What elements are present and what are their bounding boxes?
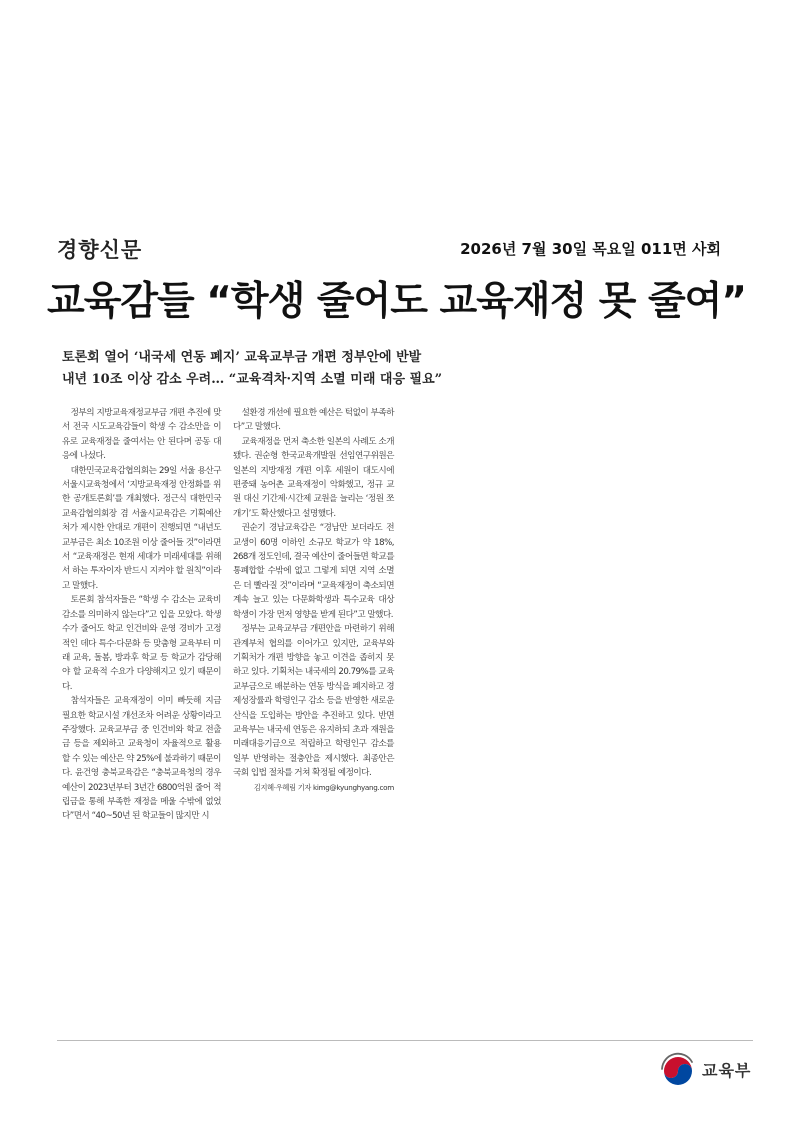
article-column-1	[62, 406, 221, 824]
article-paragraph: 정부의 지방교육재정교부금 개편 추진에 맞서 전국 시도교육감들이 학생 수 감소만을 이유로 교육재정을 줄여서는 안 된다며 공동 대응에 나섰다.	[62, 408, 221, 462]
article-paragraph: 대한민국교육감협의회는 29일 서울 용산구 서울시교육청에서 ‘지방교육재정 안정화를 위한 공개토론회’를 개최했다. 정근식 대한민국교육감협의회장 겸 서울시교육감은 기획예산처가 제시한 안대로 개편이 진행되면 “내년도 교부금은 최소 10조원 이상 줄어들 것”이라면서 “교육재정은 현재 세대가 미래세대를 위해서 하는 투자이자 반드시 지켜야 할 원칙”이라고 말했다.	[62, 465, 221, 591]
taegeuk-logo-icon	[658, 1049, 698, 1089]
article-subhead	[62, 347, 722, 391]
publication-dateline: 2026년 7월 30일 목요일 011면 사회	[460, 240, 721, 258]
article-paragraph: 교육재정을 먼저 축소한 일본의 사례도 소개됐다. 권순형 한국교육개발원 선임연구위원은 일본의 지방재정 개편 이후 세원이 대도시에 편중돼 농어촌 교육재정이 악화했고, 정규 교원 대신 기간제·시간제 교원을 늘리는 ‘정원 쪼개기’도 확산했다고 설명했다.	[233, 436, 394, 519]
footer-divider	[57, 1040, 753, 1041]
article-column-2	[233, 406, 394, 795]
subhead-line: 토론회 열어 ‘내국세 연동 폐지’ 교육교부금 개편 정부안에 반발	[62, 350, 422, 365]
newspaper-masthead: 경향신문	[57, 237, 143, 262]
article-paragraph: 설환경 개선에 필요한 예산은 턱없이 부족하다”고 말했다.	[233, 408, 394, 433]
subhead-line: 내년 10조 이상 감소 우려… “교육격차·지역 소멸 미래 대응 필요”	[62, 372, 443, 387]
ministry-name: 교육부	[702, 1061, 752, 1080]
article-byline: 김지혜·우혜림 기자 kimg@kyunghyang.com	[253, 782, 394, 792]
article-paragraph: 토론회 참석자들은 “학생 수 감소는 교육비 감소를 의미하지 않는다”고 입을 모았다. 학생 수가 줄어도 학교 인건비와 운영 경비가 고정적인 데다 특수·다문화 등 맞춤형 교육부터 미래 교육, 돌봄, 방과후 학교 등 학교가 감당해야 할 교육적 수요가 다양해지고 있기 때문이다.	[62, 595, 221, 692]
article-paragraph: 참석자들은 교육재정이 이미 빠듯해 지금 필요한 학교시설 개선조차 어려운 상황이라고 주장했다. 교육교부금 중 인건비와 학교 전출금 등을 제외하고 교육청이 자율적으로 활용할 수 있는 예산은 약 25%에 불과하기 때문이다. 윤건영 충북교육감은 “충북교육청의 경우 예산이 2023년부터 3년간 6800억원 줄어 적립금을 통해 부족한 재정을 메울 수밖에 없었다”면서 “40~50년 된 학교들이 많지만 시	[62, 696, 221, 822]
article-paragraph: 정부는 교육교부금 개편안을 마련하기 위해 관계부처 협의를 이어가고 있지만, 교육부와 기획처가 개편 방향을 놓고 이견을 좁히지 못하고 있다. 기획처는 내국세의 20.79%를 교육교부금으로 배분하는 연동 방식을 폐지하고 경제성장률과 학령인구 감소 등을 반영한 새로운 산식을 도입하는 방안을 추진하고 있다. 반면 교육부는 내국세 연동은 유지하되 초과 재원을 미래대응기금으로 적립하고 학령인구 감소를 일부 반영하는 절충안을 제시했다. 최종안은 국회 입법 절차를 거쳐 확정될 예정이다.	[233, 624, 394, 779]
article-headline: 교육감들 “학생 줄어도 교육재정 못 줄여”	[47, 279, 746, 324]
article-paragraph: 권순기 경남교육감은 “경남만 보더라도 전교생이 60명 이하인 소규모 학교가 약 18%, 268개 정도인데, 결국 예산이 줄어들면 학교를 통폐합할 수밖에 없고 그렇게 되면 지역 소멸은 더 빨라질 것”이라며 “교육재정이 축소되면 계속 늘고 있는 다문화학생과 특수교육 대상 학생이 가장 먼저 영향을 받게 된다”고 말했다.	[233, 523, 394, 620]
